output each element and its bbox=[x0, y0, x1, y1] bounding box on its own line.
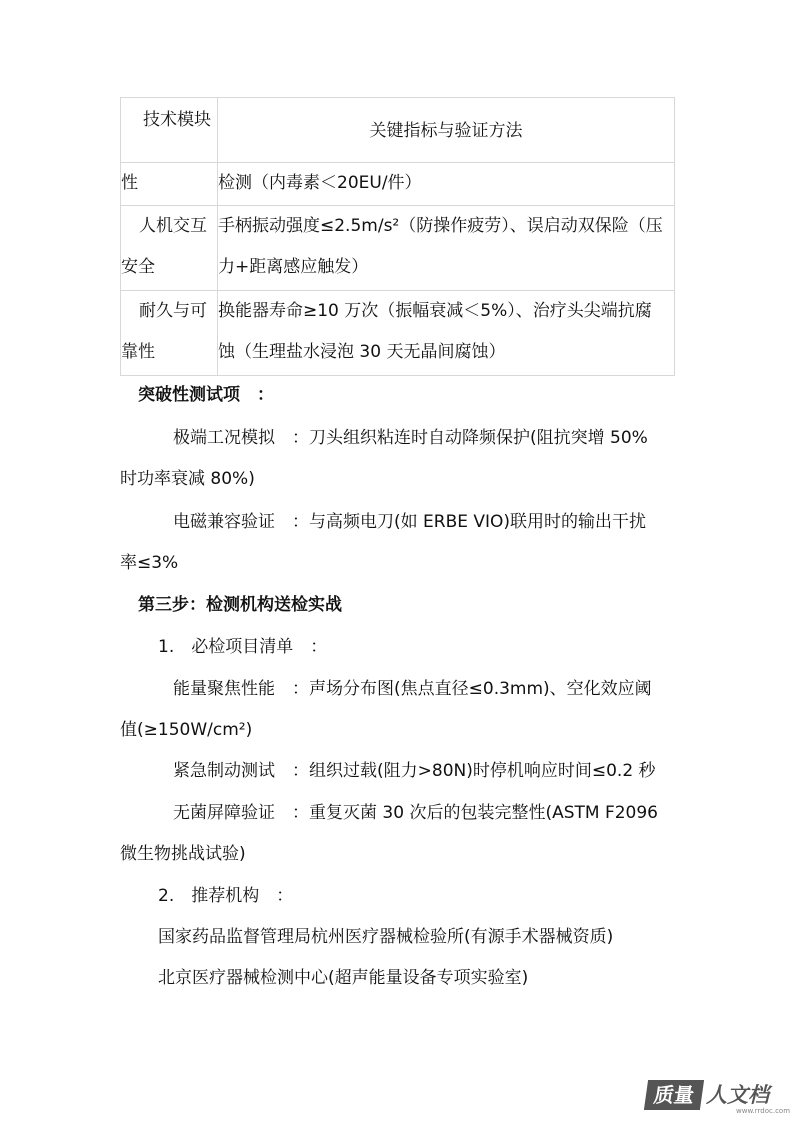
row3-col2-line2: 蚀（生理盐水浸泡 30 天无晶间腐蚀） bbox=[218, 342, 506, 362]
emc-line1: 电磁兼容验证 ：与高频电刀(如 ERBE VIO)联用时的输出干扰 bbox=[173, 512, 647, 532]
header-col2: 关键指标与验证方法 bbox=[218, 98, 675, 163]
row2-col1 bbox=[121, 206, 218, 291]
row2-col2-line1: 手柄振动强度≤2.5m/s²（防操作疲劳）、误启动双保险（压 bbox=[218, 216, 663, 236]
required-items-heading: 1. 必检项目清单 ： bbox=[158, 637, 328, 657]
row1-col2-line1: 检测（内毒素＜20EU/件） bbox=[218, 173, 422, 193]
row3-col2-line1: 换能器寿命≥10 万次（振幅衰减＜5%）、治疗头尖端抗腐 bbox=[218, 301, 652, 321]
spec-table bbox=[120, 97, 675, 376]
table-row bbox=[121, 291, 675, 376]
watermark-box: 质量 bbox=[644, 1080, 704, 1110]
row3-col2 bbox=[218, 291, 675, 376]
row2-col1-line1: 人机交互 bbox=[139, 216, 207, 236]
row3-col1-line1: 耐久与可 bbox=[139, 301, 207, 321]
row1-col2 bbox=[218, 163, 675, 206]
row2-col2 bbox=[218, 206, 675, 291]
step3-title: 第三步：检测机构送检实战 bbox=[138, 595, 342, 615]
row1-col1-line1: 性 bbox=[121, 173, 138, 193]
row3-col1-line2: 靠性 bbox=[121, 342, 155, 362]
emc-line2: 率≤3% bbox=[120, 553, 179, 573]
recommended-institutions-heading: 2. 推荐机构 ： bbox=[158, 886, 294, 906]
energy-focus-line1: 能量聚焦性能 ：声场分布图(焦点直径≤0.3mm)、空化效应阈 bbox=[173, 679, 652, 699]
extreme-condition-line2: 时功率衰减 80%) bbox=[120, 469, 255, 489]
watermark-url: www.rrdoc.com bbox=[736, 1107, 791, 1115]
institution-hangzhou: 国家药品监督管理局杭州医疗器械检验所(有源手术器械资质) bbox=[158, 927, 614, 947]
row1-col1 bbox=[121, 163, 218, 206]
energy-focus-line2: 值(≥150W/cm²) bbox=[120, 720, 253, 740]
row3-col1 bbox=[121, 291, 218, 376]
sterile-barrier-line1: 无菌屏障验证 ：重复灭菌 30 次后的包装完整性(ASTM F2096 bbox=[173, 803, 658, 823]
header-col1: 技术模块 bbox=[121, 98, 218, 163]
sterile-barrier-line2: 微生物挑战试验) bbox=[120, 844, 246, 864]
row2-col1-line2: 安全 bbox=[121, 257, 155, 277]
extreme-condition-line1: 极端工况模拟 ：刀头组织粘连时自动降频保护(阻抗突增 50% bbox=[173, 428, 648, 448]
table-header-row bbox=[121, 98, 675, 163]
institution-beijing: 北京医疗器械检测中心(超声能量设备专项实验室) bbox=[158, 968, 529, 988]
watermark-logo bbox=[646, 1080, 791, 1115]
breakthrough-title: 突破性测试项 ： bbox=[138, 385, 274, 405]
table-row bbox=[121, 206, 675, 291]
table-row bbox=[121, 163, 675, 206]
emergency-brake-line: 紧急制动测试 ：组织过载(阻力>80N)时停机响应时间≤0.2 秒 bbox=[173, 761, 656, 781]
row2-col2-line2: 力+距离感应触发） bbox=[218, 257, 369, 277]
watermark-text: 人文档 bbox=[706, 1083, 769, 1107]
